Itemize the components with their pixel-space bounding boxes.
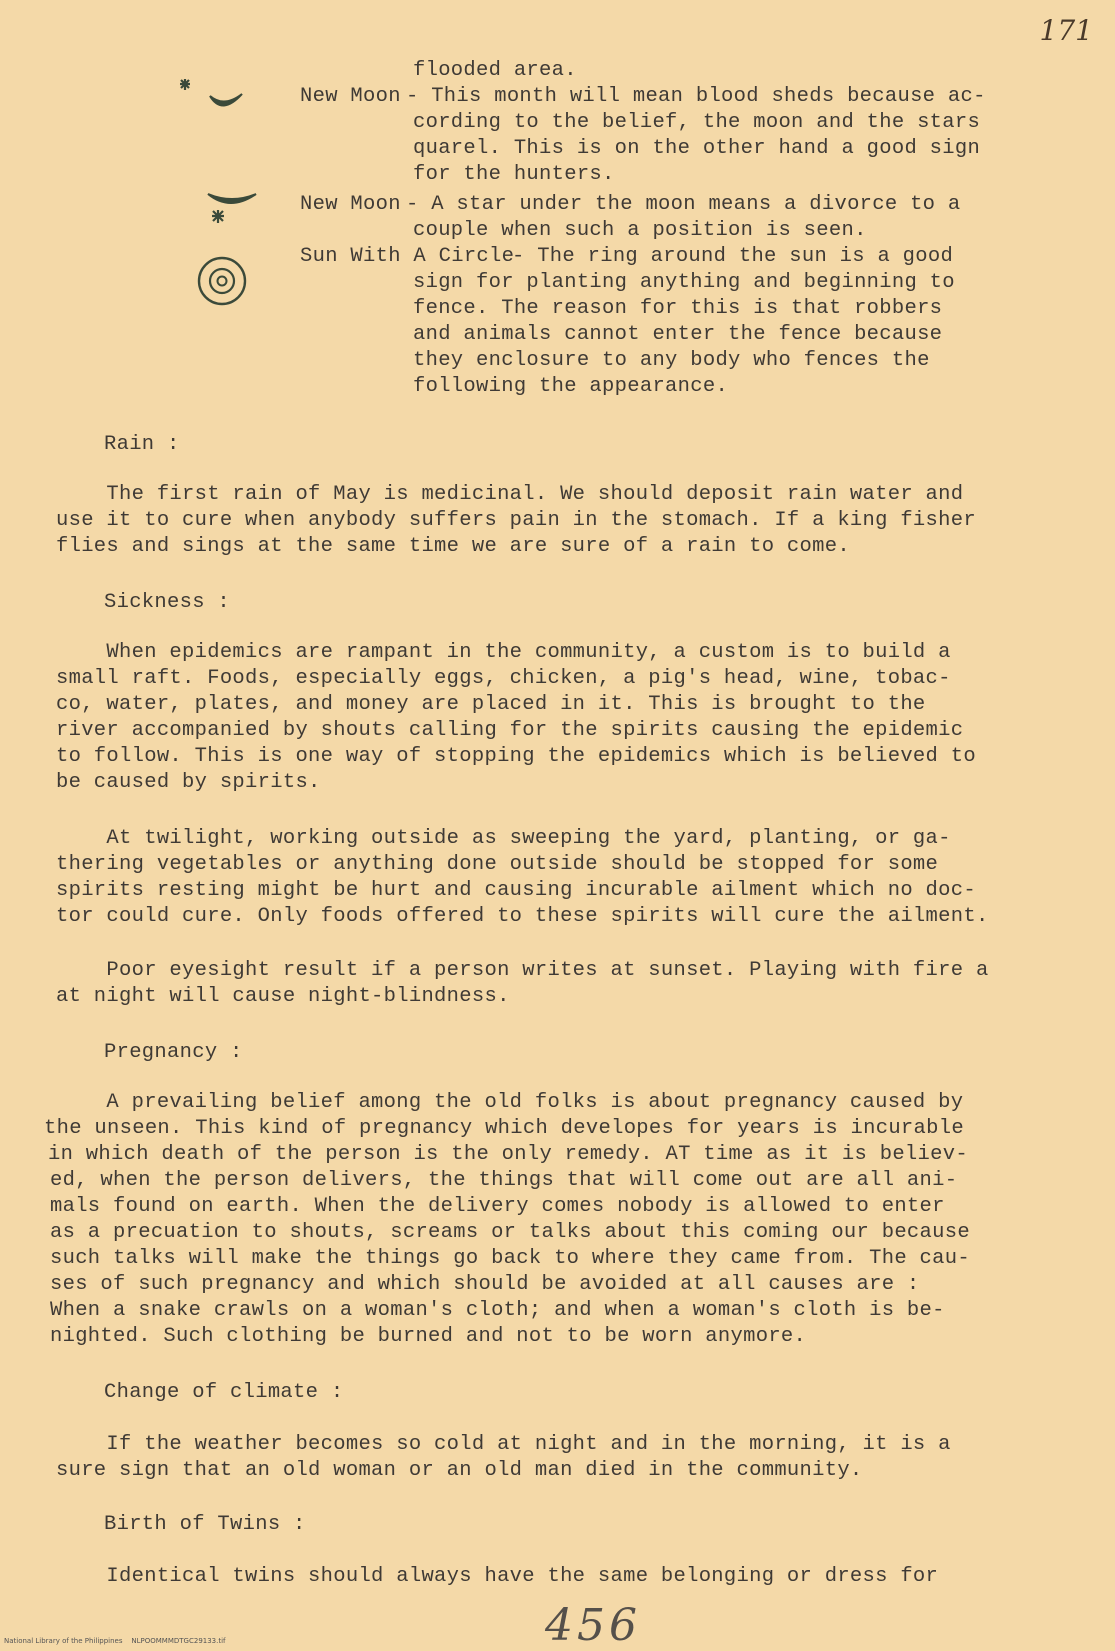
paragraph-line: flies and sings at the same time we are sure of a rain to come.: [56, 535, 850, 558]
moon-entry-3-text: fence. The reason for this is that robbers: [413, 297, 943, 320]
moon-entry-3-text: they enclosure to any body who fences the: [413, 349, 930, 372]
star-above-crescent-icon: [176, 78, 248, 116]
paragraph-line: such talks will make the things go back to where they came from. The cau-: [50, 1247, 970, 1270]
paragraph-line: ed, when the person delivers, the things that will come out are all ani-: [50, 1169, 958, 1192]
moon-entry-3-text: following the appearance.: [413, 375, 729, 398]
moon-entry-1-text: quarel. This is on the other hand a good sign: [413, 137, 981, 160]
paragraph-line: ses of such pregnancy and which should be avoided at all causes are :: [50, 1273, 920, 1296]
sun-with-circle-icon: [196, 255, 248, 307]
crescent-above-star-icon: [206, 190, 260, 230]
footer-caption: National Library of the Philippines NLPOOMMMDTGC29133.tif: [4, 1637, 226, 1645]
paragraph-line: nighted. Such clothing be burned and not to be worn anymore.: [50, 1325, 807, 1348]
paragraph-line: as a precuation to shouts, screams or talks about this coming our because: [50, 1221, 970, 1244]
moon-entry-1-text: for the hunters.: [413, 163, 615, 186]
paragraph-line: use it to cure when anybody suffers pain in the stomach. If a king fisher: [56, 509, 976, 532]
paragraph-line: be caused by spirits.: [56, 771, 321, 794]
paragraph-line: When a snake crawls on a woman's cloth; and when a woman's cloth is be-: [50, 1299, 945, 1322]
paragraph-line: The first rain of May is medicinal. We should deposit rain water and: [56, 483, 964, 506]
moon-entry-1-label: New Moon: [300, 85, 401, 108]
paragraph-line: tor could cure. Only foods offered to these spirits will cure the ailment.: [56, 905, 989, 928]
paragraph-line: thering vegetables or anything done outside should be stopped for some: [56, 853, 939, 876]
paragraph-line: spirits resting might be hurt and causing incurable ailment which no doc-: [56, 879, 976, 902]
handwritten-number: 456: [545, 1600, 641, 1651]
section-heading-birth-of-twins: Birth of Twins :: [104, 1513, 306, 1536]
paragraph-line: co, water, plates, and money are placed in it. This is brought to the: [56, 693, 926, 716]
moon-entry-2-label: New Moon: [300, 193, 401, 216]
paragraph-line: At twilight, working outside as sweeping the yard, planting, or ga-: [56, 827, 951, 850]
paragraph-line: sure sign that an old woman or an old man died in the community.: [56, 1459, 863, 1482]
paragraph-line: small raft. Foods, especially eggs, chicken, a pig's head, wine, tobac-: [56, 667, 951, 690]
paragraph-line: Poor eyesight result if a person writes at sunset. Playing with fire a: [56, 959, 989, 982]
moon-entry-3-text: and animals cannot enter the fence because: [413, 323, 943, 346]
paragraph-line: mals found on earth. When the delivery comes nobody is allowed to enter: [50, 1195, 945, 1218]
moon-entry-1-text: cording to the belief, the moon and the stars: [413, 111, 981, 134]
paragraph-line: in which death of the person is the only remedy. AT time as it is believ-: [48, 1143, 968, 1166]
moon-entry-3-text: - The ring around the sun is a good: [512, 245, 954, 268]
moon-entry-3-label: Sun With A Circle: [300, 245, 515, 268]
moon-entry-2-text: - A star under the moon means a divorce to a: [406, 193, 961, 216]
section-heading-rain: Rain :: [104, 433, 180, 456]
page-number: 171: [1039, 14, 1093, 47]
moon-section-continuation: flooded area.: [413, 59, 577, 82]
moon-entry-1-text: - This month will mean blood sheds because ac-: [406, 85, 986, 108]
paragraph-line: When epidemics are rampant in the community, a custom is to build a: [56, 641, 951, 664]
moon-entry-2-text: couple when such a position is seen.: [413, 219, 867, 242]
section-heading-pregnancy: Pregnancy :: [104, 1041, 243, 1064]
section-heading-change-of-climate: Change of climate :: [104, 1381, 344, 1404]
paragraph-line: the unseen. This kind of pregnancy which developes for years is incurable: [44, 1117, 964, 1140]
paragraph-line: Identical twins should always have the same belonging or dress for: [56, 1565, 939, 1588]
paragraph-line: river accompanied by shouts calling for the spirits causing the epidemic: [56, 719, 964, 742]
paragraph-line: to follow. This is one way of stopping the epidemics which is believed to: [56, 745, 976, 768]
section-heading-sickness: Sickness :: [104, 591, 231, 614]
paragraph-line: A prevailing belief among the old folks is about pregnancy caused by: [56, 1091, 964, 1114]
paragraph-line: at night will cause night-blindness.: [56, 985, 510, 1008]
moon-entry-3-text: sign for planting anything and beginning to: [413, 271, 955, 294]
paragraph-line: If the weather becomes so cold at night and in the morning, it is a: [56, 1433, 951, 1456]
